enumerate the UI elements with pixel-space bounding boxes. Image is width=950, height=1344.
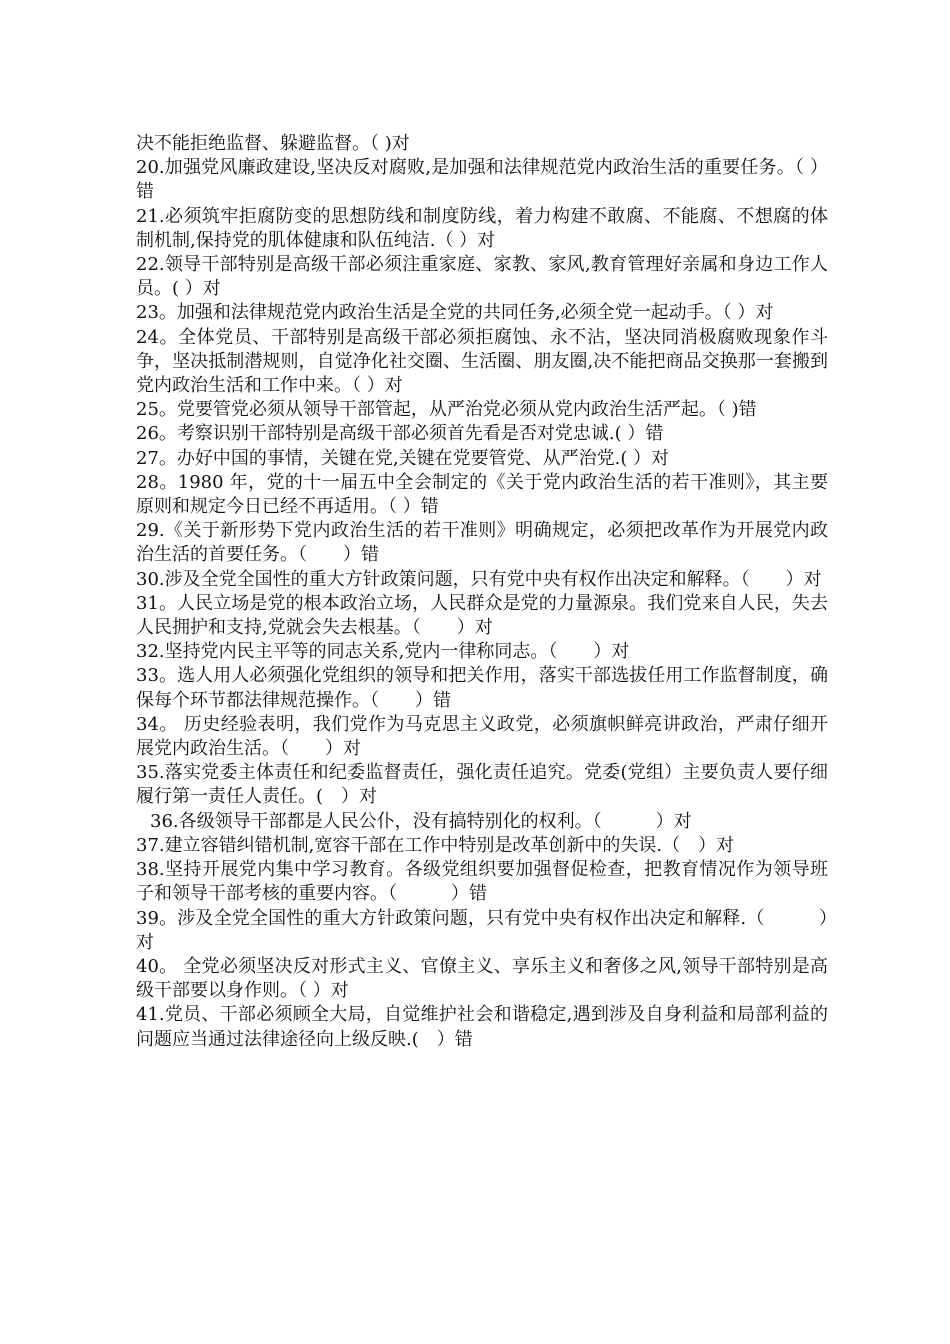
question-37: 37.建立容错纠错机制,宽容干部在工作中特别是改革创新中的失误.（ ）对 (136, 834, 735, 856)
question-41: 41.党员、干部必须顾全大局，自觉维护社会和谐稳定,遇到涉及自身利益和局部利益的问题应当通过法律途径向上级反映.( ）错 (136, 1004, 828, 1050)
question-24: 24。全体党员、干部特别是高级干部必须拒腐蚀、永不沾，坚决同消极腐败现象作斗争，坚决抵制潜规则，自觉净化社交圈、生活圈、朋友圈,决不能把商品交换那一套搬到党内政治生活和工作中来。（ ）对 (136, 326, 828, 397)
question-23: 23。加强和法律规范党内政治生活是全党的共同任务,必须全党一起动手。（ ）对 (136, 302, 774, 324)
question-30: 30.涉及全党全国性的重大方针政策问题，只有党中央有权作出决定和解释。（ ）对 (136, 568, 822, 590)
question-28: 28。1980 年，党的十一届五中全会制定的《关于党内政治生活的若干准则》，其主要原则和规定今日已经不再适用。（ ）错 (136, 471, 828, 518)
question-32: 32.坚持党内民主平等的同志关系,党内一律称同志。（ ）对 (136, 641, 630, 663)
question-20: 20.加强党风廉政建设,坚决反对腐败,是加强和法律规范党内政治生活的重要任务。（ ）错 (136, 157, 828, 203)
question-25: 25。党要管党必须从领导干部管起，从严治党必须从党内政治生活严起。（ )错 (136, 399, 757, 421)
question-36: 36.各级领导干部都是人民公仆，没有搞特别化的权利。（ ）对 (150, 810, 692, 832)
question-21: 21.必须筑牢拒腐防变的思想防线和制度防线，着力构建不敢腐、不能腐、不想腐的体制机制,保持党的肌体健康和队伍纯洁.（ ）对 (136, 205, 828, 251)
question-38: 38.坚持开展党内集中学习教育。各级党组织要加强督促检查，把教育情况作为领导班子和领导干部考核的重要内容。（ ）错 (136, 859, 828, 905)
question-19-tail: 决不能拒绝监督、躲避监督。（ )对 (136, 133, 410, 154)
document-page (136, 132, 828, 1052)
question-27: 27。办好中国的事情，关键在党,关键在党要管党、从严治党.( ）对 (136, 447, 670, 469)
question-34: 34。 历史经验表明，我们党作为马克思主义政党，必须旗帜鲜亮讲政治，严肃仔细开展党内政治生活。（ ）对 (136, 713, 828, 760)
question-39: 39。涉及全党全国性的重大方针政策问题，只有党中央有权作出决定和解释.（ ）对 (136, 907, 828, 953)
question-31: 31。人民立场是党的根本政治立场，人民群众是党的力量源泉。我们党来自人民，失去人民拥护和支持,党就会失去根基。（ ）对 (136, 592, 828, 639)
question-35: 35.落实党委主体责任和纪委监督责任，强化责任追究。党委(党组）主要负责人要仔细履行第一责任人责任。( ）对 (136, 762, 828, 808)
question-22: 22.领导干部特别是高级干部必须注重家庭、家教、家风,教育管理好亲属和身边工作人员。( ）对 (136, 254, 828, 300)
question-29: 29.《关于新形势下党内政治生活的若干准则》明确规定，必须把改革作为开展党内政治生活的首要任务。（ ）错 (136, 520, 828, 566)
question-26: 26。考察识别干部特别是高级干部必须首先看是否对党忠诚.( ）错 (136, 423, 664, 445)
question-40: 40。 全党必须坚决反对形式主义、官僚主义、享乐主义和奢侈之风,领导干部特别是高级干部要以身作则。（ ）对 (136, 955, 828, 1002)
question-33: 33。选人用人必须强化党组织的领导和把关作用，落实干部选拔任用工作监督制度，确保每个环节都法律规范操作。（ ）错 (136, 665, 828, 711)
